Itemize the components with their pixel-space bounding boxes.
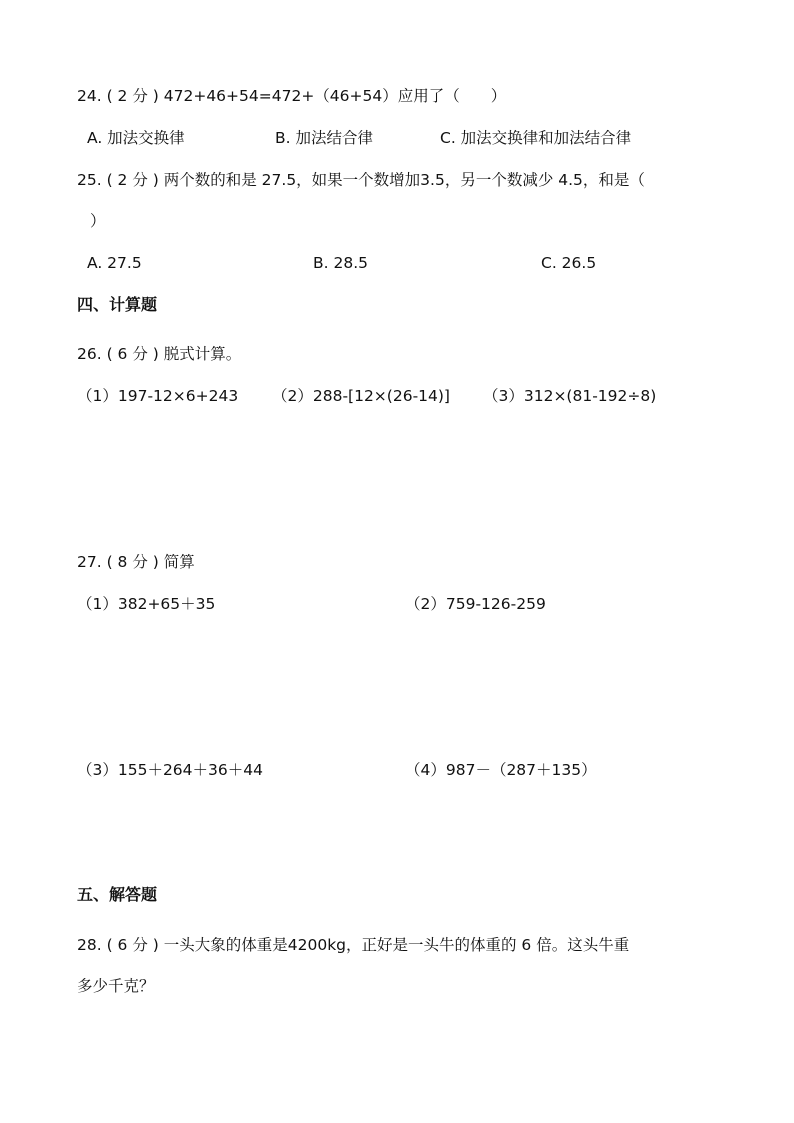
q26-item-3: （3）312×(81-192÷8) — [483, 387, 657, 405]
q25-option-b: B. 28.5 — [313, 254, 368, 272]
q28-stem-line-1: 28. ( 6 分 ) 一头大象的体重是4200kg，正好是一头牛的体重的 6 倍。这头牛重 — [77, 936, 630, 954]
q24-option-c: C. 加法交换律和加法结合律 — [440, 129, 632, 147]
q27-stem: 27. ( 8 分 ) 简算 — [77, 553, 195, 571]
q26-item-2: （2）288-[12×(26-14)] — [272, 387, 450, 405]
q25-option-c: C. 26.5 — [541, 254, 597, 272]
q26-item-1: （1）197-12×6+243 — [77, 387, 239, 405]
q27-item-1: （1）382+65＋35 — [77, 595, 216, 613]
section-heading-word-problems: 五、解答题 — [77, 885, 158, 904]
q25-stem: 25. ( 2 分 ) 两个数的和是 27.5，如果一个数增加3.5，另一个数减少 4.5，和是（ — [77, 171, 645, 189]
section-heading-calculation: 四、计算题 — [77, 295, 158, 314]
q27-item-3: （3）155＋264＋36＋44 — [77, 761, 263, 779]
q24-option-b: B. 加法结合律 — [275, 129, 373, 147]
q25-stem-continuation: ） — [90, 212, 106, 230]
q28-stem-line-2: 多少千克？ — [77, 977, 155, 995]
q25-option-a: A. 27.5 — [87, 254, 142, 272]
q26-stem: 26. ( 6 分 ) 脱式计算。 — [77, 345, 242, 363]
q24-stem: 24. ( 2 分 ) 472+46+54=472+（46+54）应用了（ ） — [77, 87, 507, 105]
q24-option-a: A. 加法交换律 — [87, 129, 185, 147]
q27-item-2: （2）759-126-259 — [405, 595, 546, 613]
q27-item-4: （4）987－（287＋135） — [405, 761, 597, 779]
